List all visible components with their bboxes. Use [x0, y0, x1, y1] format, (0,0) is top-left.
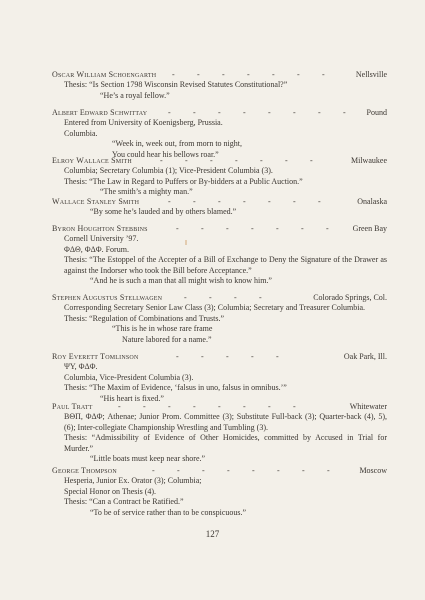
entry-elroy-smith: Elroy Wallace Smith - - - - - - - Milwaukee Columbia; Secretary Columbia (1); Vice-President Columbia (3). Thesis: “The Law in Regard to Puffers or By-bidders at a Public Auction.” “The smith’s a mighty man.”: [52, 156, 387, 197]
entry-line: Thesis: “The Law in Regard to Puffers or By-bidders at a Public Auction.”: [64, 176, 303, 186]
entry-location: Onalaska: [357, 197, 387, 206]
entry-name: Stephen Augustus Stellwagen: [52, 293, 163, 302]
entry-location: Oak Park, Ill.: [343, 352, 387, 361]
entry-name: George Thompson: [52, 466, 117, 475]
entry-line: ΒΘΠ, ΦΔΦ; Athenae; Junior Prom. Committee (3); Substitute Full-back (3); Quarter-back (4), 5), (6); Inter-collegiate Championship Wrestling and Tumbling (3).: [64, 412, 387, 432]
entry-quote: “This is he in whose rare frame: [112, 324, 213, 334]
entry-quote: “He’s a royal fellow.”: [100, 90, 170, 100]
entry-quote: “Little boats must keep near shore.”: [90, 454, 206, 464]
entry-wallace-smith: Wallace Stanley Smith - - - - - - - Onalaska “By some he’s lauded and by others blamed.”: [52, 197, 387, 217]
entry-name: Oscar William Schoengarth: [52, 70, 157, 79]
entry-line: Special Honor on Thesis (4).: [64, 486, 157, 496]
entry-line: Thesis: “The Estoppel of the Accepter of a Bill of Exchange to Deny the Signature of the Drawer as against the Indorser who took the Bill before Acceptance.”: [64, 255, 387, 275]
entry-stebbins: Byron Houghton Stebbins - - - - - - - Green Bay Cornell University ’97. ΦΔΘ, ΦΔΦ. Forum. Thesis: “The Estoppel of the Accepter of a Bill of Exchange to Deny the Signature of the Drawer as against the Indorser who took the Bill before Acceptance.” “And he is such a man that all might wish to know him.”: [52, 224, 387, 286]
entry-schoengarth: Oscar William Schoengarth - - - - - - - Nellsville Thesis: “Is Section 1798 Wisconsin Revised Statutes Constitutional?” “He’s a royal fellow.”: [52, 70, 387, 100]
entry-quote: “By some he’s lauded and by others blamed.”: [90, 207, 237, 217]
paper-blemish: [185, 240, 187, 245]
entry-line: ΦΔΘ, ΦΔΦ. Forum.: [64, 244, 129, 254]
entry-location: Moscow: [359, 466, 387, 475]
entry-name: Roy Everett Tomlinson: [52, 352, 139, 361]
entry-location: Milwaukee: [351, 156, 387, 165]
entry-name: Byron Houghton Stebbins: [52, 224, 148, 233]
entry-line: Thesis: “Can a Contract be Ratified.”: [64, 497, 184, 507]
entry-line: Thesis: “Is Section 1798 Wisconsin Revised Statutes Constitutional?”: [64, 80, 288, 90]
entry-quote: Nature labored for a name.”: [122, 334, 212, 344]
entry-quote: “His heart is fixed.”: [100, 393, 164, 403]
entry-location: Green Bay: [352, 224, 387, 233]
entry-name: Wallace Stanley Smith: [52, 197, 140, 206]
entry-thompson: George Thompson - - - - - - - - Moscow Hesperia, Junior Ex. Orator (3); Columbia; Special Honor on Thesis (4). Thesis: “Can a Contract be Ratified.” “To be of service rather than to be conspicuous.”: [52, 466, 387, 517]
entry-line: Thesis: “Regulation of Combinations and Trusts.”: [64, 313, 224, 323]
entry-schwittay: Albert Edward Schwittay - - - - - - - - Pound Entered from University of Koenigsberg, Prussia. Columbia. “Week in, week out, from morn to night, You could hear his bellows roar.”: [52, 108, 387, 159]
entry-quote: You could hear his bellows roar.”: [112, 149, 219, 159]
entry-name: Elroy Wallace Smith: [52, 156, 132, 165]
entry-tomlinson: Roy Everett Tomlinson - - - - - Oak Park, Ill. ΨΥ, ΦΔΦ. Columbia, Vice-President Columbia (3). Thesis: “The Maxim of Evidence, ‘falsus in uno, falsus in omnibus.’” “His heart is fixed.”: [52, 352, 387, 403]
entry-quote: “And he is such a man that all might wish to know him.”: [90, 276, 272, 286]
entry-line: Thesis: “The Maxim of Evidence, ‘falsus in uno, falsus in omnibus.’”: [64, 383, 287, 393]
entry-line: Thesis: “Admissibility of Evidence of Other Homicides, committed by Accused in Trial for Murder.”: [64, 433, 387, 453]
entry-location: Whitewater: [349, 402, 387, 411]
entry-line: Cornell University ’97.: [64, 234, 139, 244]
entry-quote: “Week in, week out, from morn to night,: [112, 139, 242, 149]
entry-line: Entered from University of Koenigsberg, Prussia.: [64, 118, 223, 128]
entry-line: Hesperia, Junior Ex. Orator (3); Columbia;: [64, 476, 202, 486]
entry-location: Pound: [366, 108, 387, 117]
entry-name: Albert Edward Schwittay: [52, 108, 148, 117]
entry-line: Corresponding Secretary Senior Law Class (3); Columbia; Secretary and Treasurer Columbia.: [64, 303, 366, 313]
entry-line: ΨΥ, ΦΔΦ.: [64, 362, 98, 372]
entry-quote: “To be of service rather than to be conspicuous.”: [90, 507, 247, 517]
entry-location: Nellsville: [355, 70, 387, 79]
entry-location: Colorado Springs, Col.: [313, 293, 387, 302]
page-number: 127: [205, 529, 220, 539]
entry-name: Paul Tratt: [52, 402, 93, 411]
entry-tratt: Paul Tratt - - - - - - - - Whitewater ΒΘΠ, ΦΔΦ; Athenae; Junior Prom. Committee (3); Substitute Full-back (3); Quarter-back (4), 5), (6); Inter-collegiate Championship Wrestling and Tumbling (3). Thesis: “Admissibility of Evidence of Other Homicides, committed by Accused in Trial for Murder.” “Little boats must keep near shore.”: [52, 402, 387, 464]
entry-quote: “The smith’s a mighty man.”: [100, 187, 193, 197]
entry-line: Columbia.: [64, 128, 98, 138]
entry-stellwagen: Stephen Augustus Stellwagen - - - - Colorado Springs, Col. Corresponding Secretary Senior Law Class (3); Columbia; Secretary and Treasurer Columbia. Thesis: “Regulation of Combinations and Trusts.” “This is he in whose rare frame Nature labored for a name.”: [52, 293, 387, 344]
entry-line: Columbia, Vice-President Columbia (3).: [64, 372, 194, 382]
entry-line: Columbia; Secretary Columbia (1); Vice-President Columbia (3).: [64, 166, 273, 176]
